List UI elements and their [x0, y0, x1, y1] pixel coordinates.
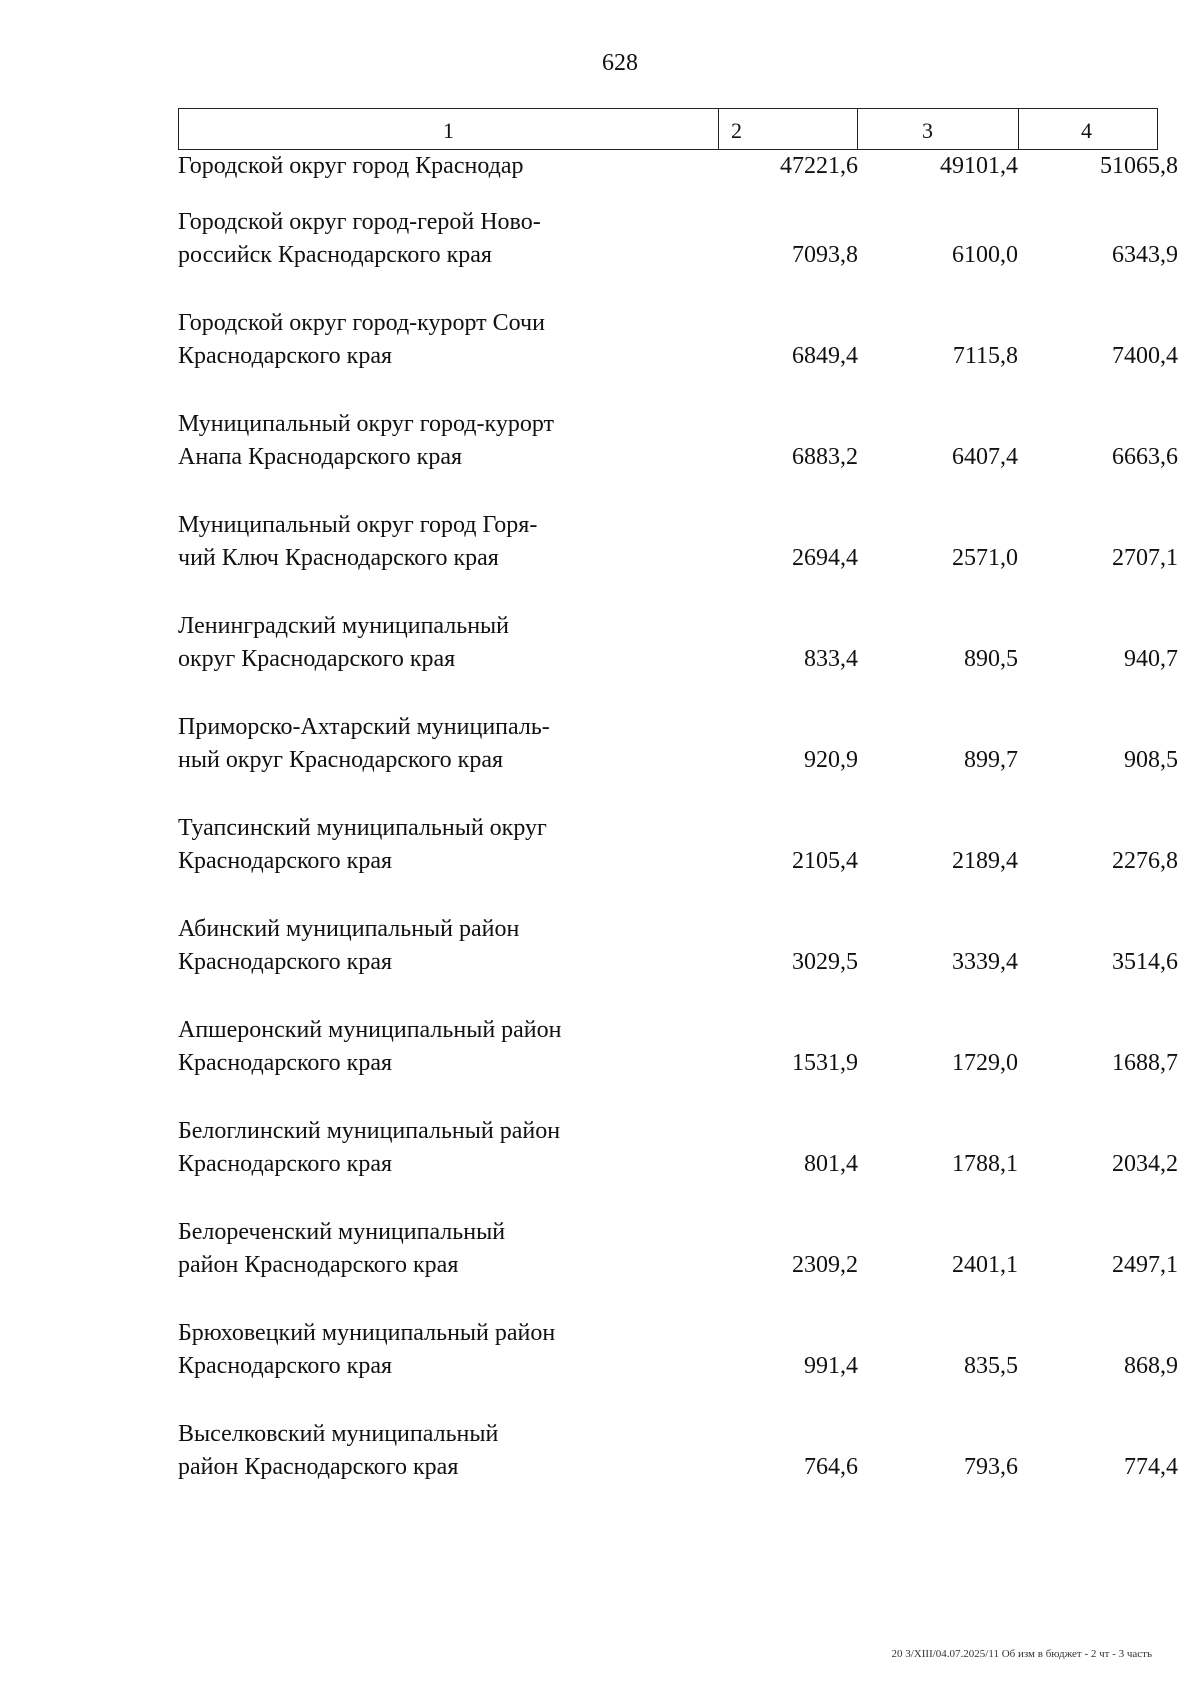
table-row: [178, 150, 1178, 206]
row-value-col4: 908,5: [1124, 747, 1178, 773]
row-value-col4: 774,4: [1124, 1454, 1178, 1480]
row-name: Городской округ город Краснодар: [178, 153, 524, 179]
row-value-col3: 1729,0: [952, 1050, 1018, 1076]
row-value-col2: 2309,2: [792, 1252, 858, 1278]
row-name: Брюховецкий муниципальный район Краснодарского края: [178, 1320, 556, 1379]
row-value-col3: 7115,8: [952, 343, 1018, 369]
row-value-col3: 2189,4: [952, 848, 1018, 874]
page-number: 628: [602, 50, 638, 76]
row-name: Муниципальный округ город Горя- чий Ключ Краснодарского края: [178, 512, 538, 571]
row-value-col2: 920,9: [804, 747, 858, 773]
row-value-col3: 1788,1: [952, 1151, 1018, 1177]
data-table: [178, 108, 1178, 1519]
footer-note: 20 3/XIII/04.07.2025/11 Об изм в бюджет - 2 чт - 3 часть: [891, 1648, 1152, 1660]
row-value-col3: 49101,4: [940, 153, 1018, 179]
table-row: [178, 1317, 1178, 1418]
table-body: [178, 150, 1178, 1519]
table-row: [178, 610, 1178, 711]
table-row: [178, 1216, 1178, 1317]
table-row: [178, 913, 1178, 1014]
row-value-col2: 6849,4: [792, 343, 858, 369]
row-name: Абинский муниципальный район Краснодарского края: [178, 916, 520, 975]
row-value-col4: 868,9: [1124, 1353, 1178, 1379]
row-value-col2: 1531,9: [792, 1050, 858, 1076]
row-name: Ленинградский муниципальный округ Краснодарского края: [178, 613, 510, 672]
row-value-col3: 6407,4: [952, 444, 1018, 470]
table-row: [178, 1418, 1178, 1519]
row-name: Выселковский муниципальный район Краснодарского края: [178, 1421, 499, 1480]
row-name: Городской округ город-герой Ново- российск Краснодарского края: [178, 209, 541, 268]
row-value-col3: 6100,0: [952, 242, 1018, 268]
row-name: Городской округ город-курорт Сочи Краснодарского края: [178, 310, 545, 369]
row-value-col2: 2105,4: [792, 848, 858, 874]
table-row: [178, 1014, 1178, 1115]
table-row: [178, 812, 1178, 913]
row-name: Туапсинский муниципальный округ Краснодарского края: [178, 815, 547, 874]
row-value-col4: 51065,8: [1100, 153, 1178, 179]
row-value-col4: 3514,6: [1112, 949, 1178, 975]
row-name: Белоглинский муниципальный район Краснодарского края: [178, 1118, 561, 1177]
row-value-col3: 2401,1: [952, 1252, 1018, 1278]
row-value-col3: 899,7: [964, 747, 1018, 773]
row-value-col2: 2694,4: [792, 545, 858, 571]
header-col-4: 4: [1018, 109, 1158, 149]
row-value-col2: 801,4: [804, 1151, 858, 1177]
table-row: [178, 509, 1178, 610]
row-value-col2: 991,4: [804, 1353, 858, 1379]
row-value-col3: 835,5: [964, 1353, 1018, 1379]
row-name: Муниципальный округ город-курорт Анапа Краснодарского края: [178, 411, 554, 470]
row-value-col2: 3029,5: [792, 949, 858, 975]
row-value-col4: 6343,9: [1112, 242, 1178, 268]
row-value-col3: 3339,4: [952, 949, 1018, 975]
row-value-col2: 764,6: [804, 1454, 858, 1480]
row-value-col4: 2276,8: [1112, 848, 1178, 874]
table-row: [178, 408, 1178, 509]
row-value-col4: 1688,7: [1112, 1050, 1178, 1076]
header-col-3: 3: [922, 118, 933, 143]
row-value-col3: 793,6: [964, 1454, 1018, 1480]
row-name: Апшеронский муниципальный район Краснодарского края: [178, 1017, 562, 1076]
row-value-col4: 2034,2: [1112, 1151, 1178, 1177]
row-value-col4: 940,7: [1124, 646, 1178, 672]
row-value-col2: 7093,8: [792, 242, 858, 268]
row-value-col3: 2571,0: [952, 545, 1018, 571]
row-value-col2: 833,4: [804, 646, 858, 672]
row-value-col4: 6663,6: [1112, 444, 1178, 470]
table-row: [178, 206, 1178, 307]
row-value-col4: 2707,1: [1112, 545, 1178, 571]
table-header: [178, 108, 1158, 150]
row-value-col3: 890,5: [964, 646, 1018, 672]
row-value-col2: 6883,2: [792, 444, 858, 470]
row-name: Белореченский муниципальный район Краснодарского края: [178, 1219, 506, 1278]
row-value-col2: 47221,6: [780, 153, 858, 179]
row-name: Приморско-Ахтарский муниципаль- ный округ Краснодарского края: [178, 714, 550, 773]
table-row: [178, 1115, 1178, 1216]
table-row: [178, 711, 1178, 812]
row-value-col4: 2497,1: [1112, 1252, 1178, 1278]
header-col-2: 2: [718, 109, 858, 149]
table-row: [178, 307, 1178, 408]
row-value-col4: 7400,4: [1112, 343, 1178, 369]
header-col-1: 1: [178, 109, 718, 149]
